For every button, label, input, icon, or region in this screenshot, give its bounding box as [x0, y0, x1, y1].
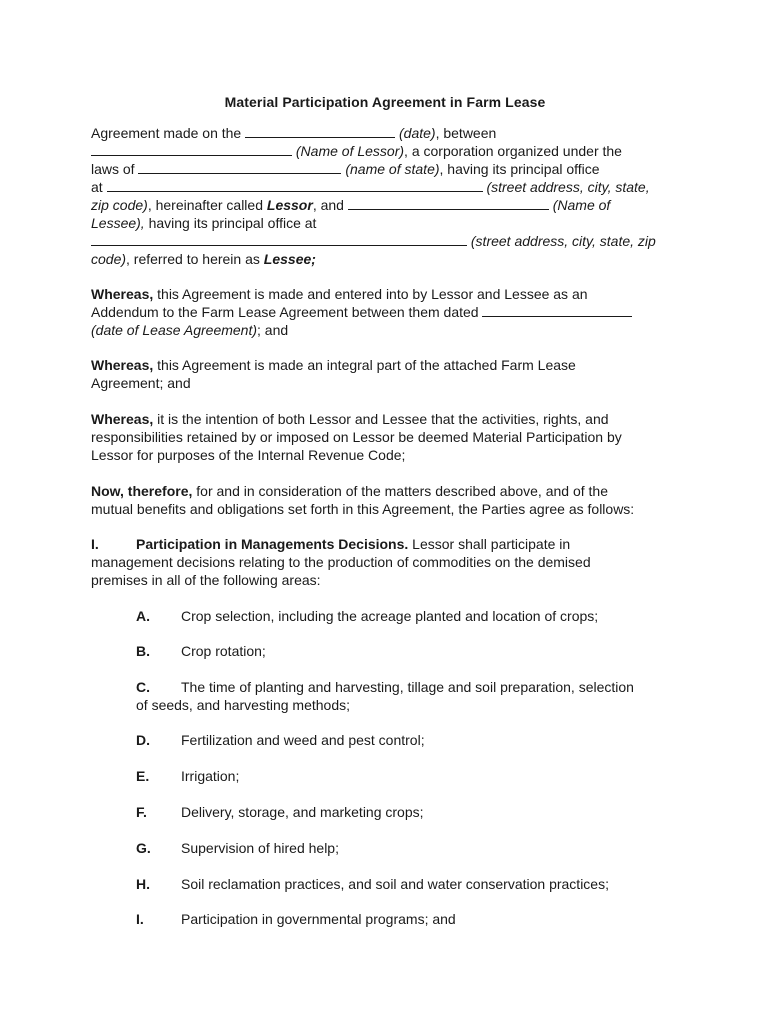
- list-item: E. Irrigation;: [136, 768, 240, 784]
- date-blank[interactable]: [245, 124, 395, 138]
- whereas-paragraph-3: Whereas, it is the intention of both Lessor and Lessee that the activities, rights, and responsibilities retained by or imposed on Lessor be deemed Material Participation by Lessor for purposes of the Internal Revenue Code;: [91, 411, 622, 463]
- lease-date-blank[interactable]: [482, 303, 632, 317]
- section-1: I. Participation in Managements Decisions. Lessor shall participate in management decisions relating to the production of commodities on the demised premises in all of the following areas:: [91, 536, 591, 588]
- list-item: D. Fertilization and weed and pest control;: [136, 732, 425, 748]
- section-number: I.: [91, 536, 99, 552]
- list-item: C. The time of planting and harvesting, tillage and soil preparation, selection of seeds, and harvesting methods;: [136, 679, 634, 713]
- lessor-state-blank[interactable]: [138, 160, 341, 174]
- whereas-paragraph-2: Whereas, this Agreement is made an integral part of the attached Farm Lease Agreement; and: [91, 357, 576, 391]
- lessor-name-blank[interactable]: [91, 142, 292, 156]
- section-heading: Participation in Managements Decisions.: [136, 536, 409, 552]
- lessee-address-blank[interactable]: [91, 232, 467, 246]
- list-item: I. Participation in governmental programs; and: [136, 911, 456, 927]
- intro-paragraph: Agreement made on the (date), between (Name of Lessor), a corporation organized under the laws of (name of state), having its principal office at (street address, city, state, zip code), hereinafter called Lessor, and (Name of Lessee), having its principal office at (street address, city, state, zip code), referred to herein as Lessee;: [91, 125, 656, 267]
- lessor-address-blank[interactable]: [107, 178, 483, 192]
- therefore-paragraph: Now, therefore, for and in consideration of the matters described above, and of the mutual benefits and obligations set forth in this Agreement, the Parties agree as follows:: [91, 483, 635, 517]
- whereas-paragraph-1: Whereas, this Agreement is made and entered into by Lessor and Lessee as an Addendum to the Farm Lease Agreement between them dated (date of Lease Agreement); and: [91, 285, 691, 339]
- list-item: H. Soil reclamation practices, and soil and water conservation practices;: [136, 876, 609, 892]
- list-item: B. Crop rotation;: [136, 643, 266, 659]
- list-item: A. Crop selection, including the acreage planted and location of crops;: [136, 608, 599, 624]
- list-item: G. Supervision of hired help;: [136, 840, 339, 856]
- list-item: F. Delivery, storage, and marketing crops;: [136, 804, 424, 820]
- lessee-name-blank[interactable]: [348, 196, 549, 210]
- document-title: Material Participation Agreement in Farm Lease: [224, 94, 546, 110]
